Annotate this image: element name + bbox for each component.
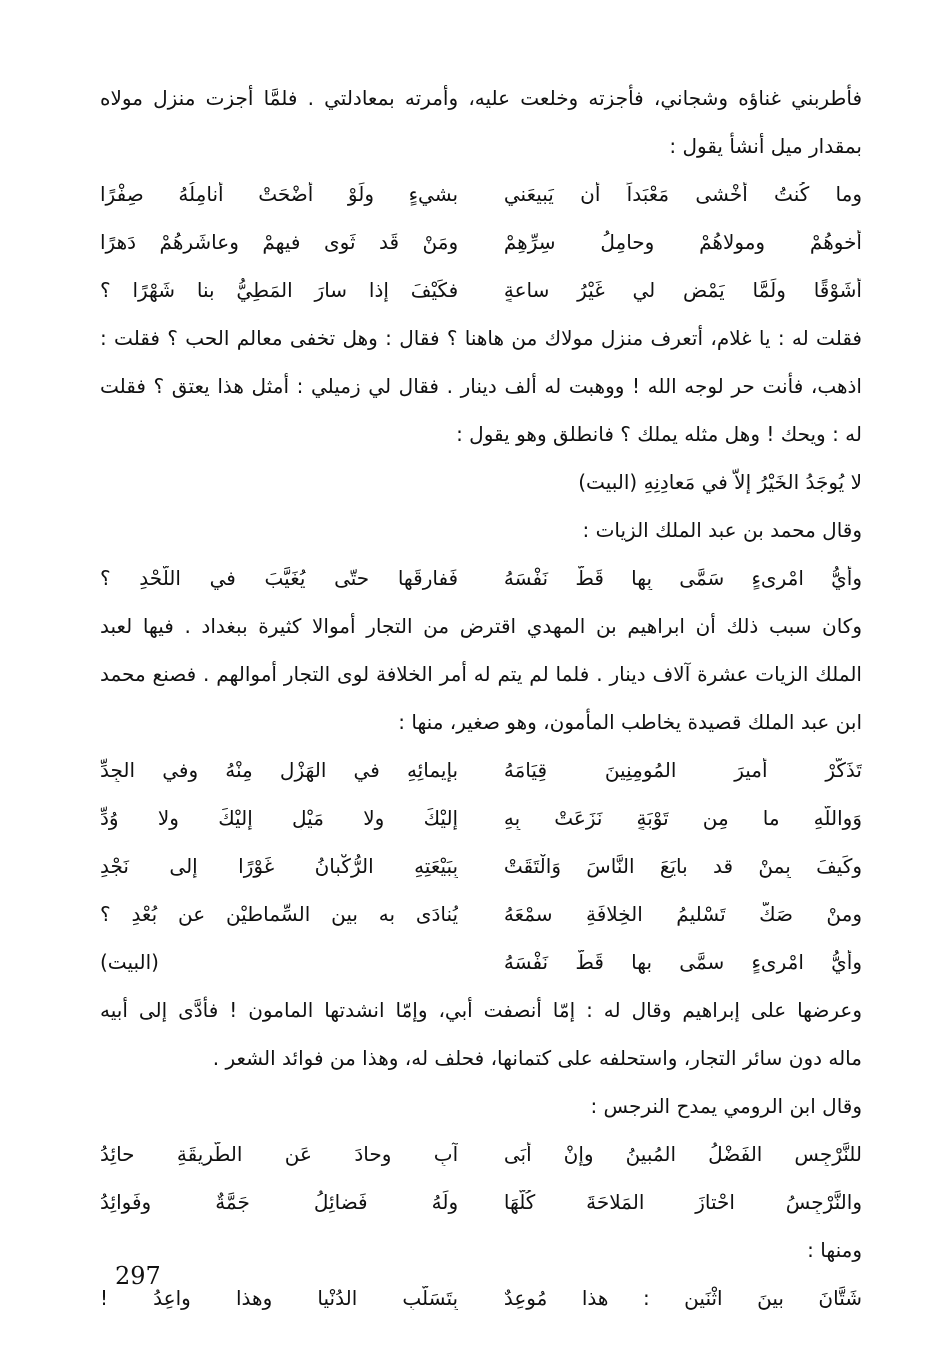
first-hemistich: وأيُّ امْرِىءٍ سَمَّى بِها قَطُّ نَفْسَهُ	[503, 566, 862, 590]
text-line: ماله دون سائر التجار، واستحلفه على كتمانها، فحلف له، وهذا من فوائد الشعر .	[212, 1046, 862, 1070]
text-line: الملك الزيات عشرة آلاف دينار . فلما لم يتم له أمر الخلافة لوى التجار أموالهم . فصنع محمد	[100, 662, 862, 686]
first-hemistich: شَتَّانَ بينَ اثْنَينِ : هذا مُوعِدٌ	[503, 1286, 862, 1310]
text-line: فأطربني غناؤه وشجاني، فأجزته وخلعت عليه، وأمرته بمعادلتي . فلمَّا أجزت منزل مولاه	[100, 86, 862, 110]
verse-line	[100, 1274, 862, 1322]
verse-line	[100, 170, 862, 218]
text-line: له : ويحك ! وهل مثله يملك ؟ فانطلق وهو يقول :	[456, 422, 862, 446]
text-line: وعرضها على إبراهيم وقال له : إمّا أنصفت أبي، وإمّا انشدتها المامون ! فأدَّى إلى أبيه	[100, 998, 862, 1022]
first-hemistich: والنَّرْجِسُ احْتازَ المَلاحَةَ كُلَّهَا	[503, 1190, 862, 1214]
second-hemistich: فكَيْفَ إذا سارَ المَطِيُّ بنا شَهْرًا ؟	[100, 278, 459, 302]
second-hemistich: آبٍ وحادَ عَنِ الطَّريقَةِ حائِدُ	[100, 1142, 459, 1166]
first-hemistich: وأيُّ امْرِىءٍ سمَّى بها قَطُّ نَفْسَهُ	[503, 950, 862, 974]
first-hemistich: أخوهُمْ ومولاهُمْ وحامِلُ سِرِّهِمْ	[503, 230, 862, 254]
text-line: فقلت له : يا غلام، أتعرف منزل مولاك من هاهنا ؟ فقال : وهل تخفى معالم الحب ؟ فقلت :	[100, 326, 862, 350]
verse-line	[100, 794, 862, 842]
verse-line	[100, 1178, 862, 1226]
second-hemistich: بشيءٍ ولَوْ أضْحَتْ أنامِلُهُ صِفْرًا	[100, 182, 459, 206]
text-line: ومنها :	[807, 1238, 862, 1262]
verse-line	[100, 746, 862, 794]
text-line: اذهب، فأنت حر لوجه الله ! ووهبت له ألف دينار . فقال لي زميلي : أمثل هذا يعتق ؟ فقلت	[100, 374, 862, 398]
second-hemistich: بِبَيْعَتِهِ الرُّكْبانُ غَوْرًا إلى نَجْدِ	[100, 854, 459, 878]
second-hemistich: يُنادَى به بين السِّماطيْنِ عن بُعْدِ ؟	[100, 902, 459, 926]
verse-line	[100, 266, 862, 314]
second-hemistich: بإيمائِهِ في الهَزْلِ مِنْهُ وفي الجِدِّ	[100, 758, 459, 782]
verse-line	[100, 938, 862, 986]
first-hemistich: وما كُنتُ أخْشى مَعْبَداً أن يَبيعَني	[503, 182, 862, 206]
verse-line	[100, 1130, 862, 1178]
first-hemistich: أشَوْقًا ولَمَّا يَمْضِ لي غَيْرُ ساعةٍ	[503, 278, 862, 302]
text-line: وكان سبب ذلك أن ابراهيم بن المهدي اقترض من التجار أموالا كثيرة ببغداد . فيها لعبد	[100, 614, 862, 638]
page-number: 297	[115, 1262, 161, 1290]
first-hemistich: تَذَكَّرْ أميرَ المُومِنِينَ قِيَامَهُ	[503, 758, 862, 782]
first-hemistich: ومنْ صَكَّ تَسْليمُ الخِلافَةِ سمْعَهُ	[503, 902, 862, 926]
text-line: لا يُوجَدُ الخَيْرُ إلاّ في مَعادِنِهِ (البيت)	[578, 470, 862, 494]
first-hemistich: للنَّرْجِسِ الفَضْلُ المُبينُ وإنْ أبَى	[503, 1142, 862, 1166]
second-hemistich: ولَهُ فَضائِلُ جَمَّةٌ وفَوائِدُ	[100, 1190, 459, 1214]
text-line: وقال ابن الرومي يمدح النرجس :	[590, 1094, 862, 1118]
verse-line	[100, 554, 862, 602]
text-line: ابن عبد الملك قصيدة يخاطب المأمون، وهو صغير، منها :	[398, 710, 862, 734]
second-hemistich: إليْكَ ولا مَيْلٍ إليْكَ ولا وُدِّ	[100, 806, 459, 830]
verse-line	[100, 842, 862, 890]
text-line: بمقدار ميل أنشأ يقول :	[669, 134, 862, 158]
first-hemistich: وَواللّهِ ما مِن تَوْبَةٍ نَزَعَتْ بِهِ	[503, 806, 862, 830]
page-body	[100, 74, 862, 1322]
second-hemistich: ومَنْ قَد ثَوى فيهِمْ وعاشَرهُمْ دَهرًا	[100, 230, 459, 254]
text-line: وقال محمد بن عبد الملك الزيات :	[582, 518, 862, 542]
second-hemistich: فَفارقَها حتّى يُغَيَّبَ في اللَّحْدِ ؟	[100, 566, 459, 590]
second-hemistich: بِتَسَلُّبِ الدُنْيا وهذا واعِدُ !	[100, 1286, 459, 1310]
first-hemistich: وكَيفَ بِمنْ قد بايَعَ النَّاسَ وَالْتَقَتْ	[503, 854, 862, 878]
verse-line	[100, 218, 862, 266]
second-hemistich: (البيت)	[100, 950, 159, 974]
verse-line	[100, 890, 862, 938]
